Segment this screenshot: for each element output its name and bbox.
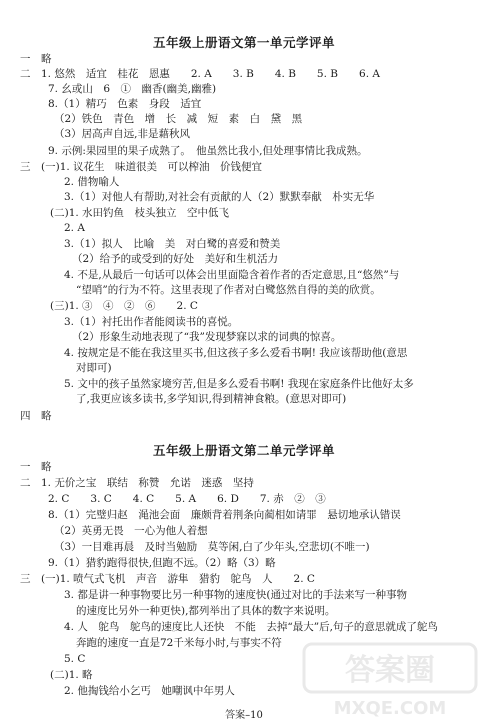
answer-line: 的速度比另外一种更快),都列举出了具体的数字来说明。 — [76, 605, 336, 617]
watermark-bottom: MXQE.COM — [333, 698, 447, 719]
answer-line: 了,我更应该多读书,多学知识,得到精神食粮。(意思对即可) — [76, 393, 347, 405]
answer-line: 2. 他掏钱给小乞丐 她嘲讽中年男人 — [64, 685, 235, 697]
answer-line: 2. C 3. C 4. C 5. A 6. D 7. 赤 ② ③ — [48, 493, 326, 505]
answer-line: 2. 借物喻人 — [64, 176, 120, 188]
page-footer: 答案–10 — [225, 710, 263, 721]
answer-line: （2）形象生动地表现了“我”发现梦寐以求的词典的惊喜。 — [72, 331, 342, 343]
answer-line: （2）英勇无畏 一心为他人着想 — [54, 525, 208, 537]
answer-line: 5. C — [64, 653, 86, 665]
answer-line: “望哨”的行为不符。这里表现了作者对白鹭悠然自得的美的欣赏。 — [76, 284, 381, 296]
answer-line: 四 略 — [20, 410, 52, 422]
answer-line: 3.（1）衬托出作者能阅读书的喜悦。 — [64, 316, 239, 328]
answer-line: (二)1. 略 — [50, 669, 93, 681]
answer-line: 5. 文中的孩子虽然家境穷苦,但是多么爱看书啊! 我现在家庭条件比他好太多 — [64, 378, 414, 390]
answer-line: 4. 按规定是不能在我这里买书,但这孩子多么爱看书啊! 我应该帮助他(意思 — [64, 347, 408, 359]
unit2-title: 五年级上册语文第二单元学评单 — [152, 443, 335, 458]
answer-line: 9. 示例:果园里的果子成熟了。 他虽然比我小,但处理事情比我成熟。 — [48, 145, 368, 157]
answer-line: 三 (一)1. 议花生 味道很美 可以榨油 价钱便宜 — [20, 161, 263, 173]
answer-line: 二 1. 无价之宝 联结 称赞 允诺 迷惑 坚持 — [20, 477, 254, 489]
answer-line: 7. 幺或山 6 ① 幽香(幽美,幽雅) — [48, 83, 217, 95]
watermark-top: 答案圈 — [345, 653, 435, 688]
answer-line: 8.（1）精巧 色素 身段 适宜 — [48, 98, 202, 110]
answer-line: 一 略 — [20, 53, 52, 65]
answer-line: （3）居高声自远,非是藉秋风 — [54, 128, 191, 140]
watermark-logo — [300, 640, 480, 720]
answer-line: 奔跑的速度一直是72千米每小时,与事实不符 — [76, 637, 282, 649]
answer-line: (二)1. 水田钓鱼 枝头独立 空中低飞 — [50, 207, 230, 219]
answer-line: 三 (一)1. 喷气式飞机 声音 游隼 猎豹 鸵鸟 人 2. C — [20, 573, 315, 585]
unit1-title: 五年级上册语文第一单元学评单 — [152, 35, 335, 50]
answer-line: 二 1. 悠然 适宜 桂花 恩惠 2. A 3. B 4. B 5. B 6. A — [20, 68, 380, 80]
answer-line: （3）一目难再晨 及时当勉励 莫等闲,白了少年头,空悲切(不唯一) — [54, 541, 370, 553]
answer-line: 一 略 — [20, 461, 52, 473]
answer-line: 8.（1）完璧归赵 渑池会面 廉颇背着荆条向蔺相如请罪 悬切地承认错误 — [48, 509, 401, 521]
answer-line: 3.（1）对他人有帮助,对社会有贡献的人（2）默默奉献 朴实无华 — [64, 191, 375, 203]
answer-line: （2）给予的或受到的好处 美好和生机活力 — [72, 253, 279, 265]
answer-line: 9.（1）猎豹跑得很快,但跑不远。（2）略（3）略 — [48, 557, 276, 569]
answer-line: 2. A — [64, 222, 85, 234]
answer-line: 3. 都是讲一种事物要比另一种事物的速度快(通过对比的手法来写一种事物 — [64, 589, 407, 601]
answer-line: 3.（1）拟人 比喻 美 对白鹭的喜爱和赞美 — [64, 238, 281, 250]
answer-line: 4. 人 鸵鸟 鸵鸟的速度比人还快 不能 去掉“最大”后,句子的意思就成了鸵鸟 — [64, 621, 438, 633]
answer-line: 对即可) — [76, 362, 112, 374]
answer-line: 4. 不是,从最后一句话可以体会出里面隐含着作者的否定意思,且“悠然”与 — [64, 269, 400, 281]
answer-line: （2）铁色 青色 增 长 减 短 素 白 黛 黑 — [54, 113, 303, 125]
answer-line: (三)1. ③ ④ ② ⑥ 2. C — [50, 300, 198, 312]
